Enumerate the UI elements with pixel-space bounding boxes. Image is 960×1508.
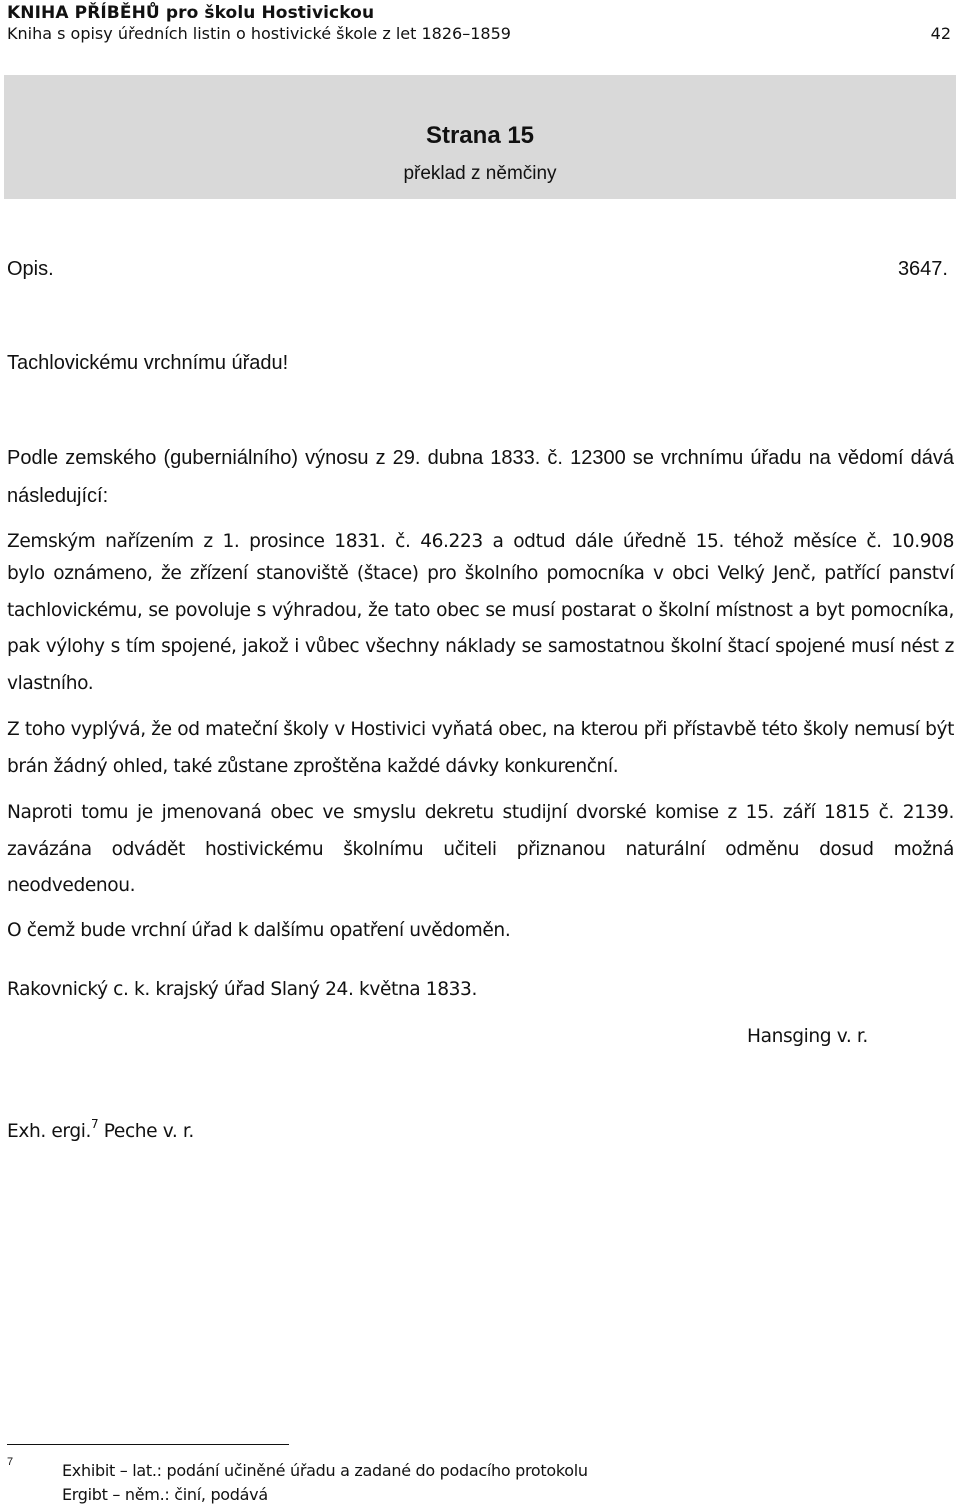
opis-label: Opis.	[7, 258, 54, 280]
footnote-divider	[7, 1444, 289, 1445]
footnote-line-1: Exhibit – lat.: podání učiněné úřadu a zadané do podacího protokolu	[62, 1461, 588, 1480]
footnote-line-2: Ergibt – něm.: činí, podává	[62, 1485, 268, 1504]
page-number: 42	[930, 24, 951, 43]
exh-prefix: Exh. ergi.	[7, 1121, 91, 1142]
intro-paragraph: Podle zemského (guberniálního) výnosu z 29. dubna 1833. č. 12300 se vrchnímu úřadu na vědomí dává následující:	[7, 447, 954, 507]
reference-number: 3647.	[897, 258, 948, 280]
footnote-number: 7	[7, 1456, 14, 1468]
paragraph-1-lead: Zemským nařízením z 1. prosince 1831. č. 46.223 a odtud dále úředně 15. téhož měsíce č. 10.908	[7, 531, 954, 552]
place-date: Rakovnický c. k. krajský úřad Slaný 24. května 1833.	[7, 979, 477, 1000]
paragraph-1-body: bylo oznámeno, že zřízení stanoviště (štace) pro školního pomocníka v obci Velký Jenč, patřící panství tachlovickému, se povoluje s výhradou, že tato obec se musí postarat o školní místnost a byt pomocníka, pak výlohy s tím spojené, jakož i vůbec všechny náklady se samostatnou školní štací spojené musí nést z vlastního.	[7, 563, 954, 694]
paragraph-2: Z toho vyplývá, že od mateční školy v Hostivici vyňatá obec, na kterou při přístavbě této školy nemusí být brán žádný ohled, také zůstane zproštěna každé dávky konkurenční.	[7, 719, 954, 777]
header-subtitle: Kniha s opisy úředních listin o hostivické škole z let 1826–1859	[7, 24, 511, 43]
title-box	[4, 75, 956, 199]
exh-line	[7, 1117, 194, 1142]
paragraph-3: Naproti tomu je jmenovaná obec ve smyslu dekretu studijní dvorské komise z 15. září 1815 č. 2139. zavázána odvádět hostivickému školnímu učiteli přiznanou naturální odměnu dosud možná neodvedenou.	[7, 802, 954, 896]
signature: Hansging v. r.	[747, 1026, 868, 1047]
footnote-reference[interactable]: 7	[91, 1117, 99, 1131]
addressee: Tachlovickému vrchnímu úřadu!	[7, 352, 289, 374]
page-heading: Strana 15	[425, 122, 535, 149]
paragraph-4: O čemž bude vrchní úřad k dalšímu opatření uvědoměn.	[7, 920, 511, 941]
exh-suffix: Peche v. r.	[98, 1121, 194, 1142]
header-title: KNIHA PŘÍBĚHŮ pro školu Hostivickou	[7, 3, 375, 23]
page-subheading: překlad z němčiny	[403, 163, 557, 184]
